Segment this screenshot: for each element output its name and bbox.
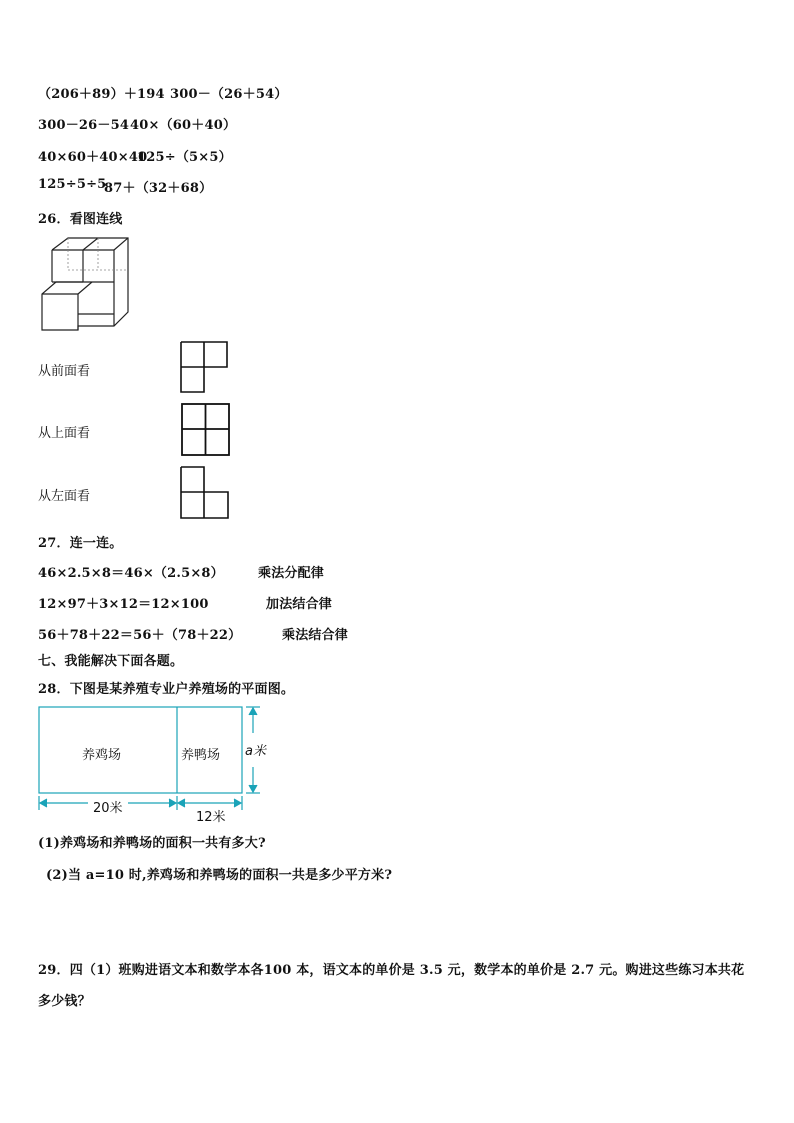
q27-right-2: 加法结合律	[266, 597, 333, 612]
q28-title: 28．下图是某养殖专业户养殖场的平面图。	[38, 682, 295, 697]
farm-diagram	[36, 700, 276, 820]
view-label-left: 从左面看	[38, 489, 91, 504]
calc-expr-3a: 40×60＋40×40	[38, 150, 148, 165]
q27-right-3: 乘法结合律	[282, 628, 349, 643]
duck-farm-label: 养鸭场	[181, 748, 221, 763]
q28-sub1: (1)养鸡场和养鸭场的面积一共有多大?	[38, 836, 266, 851]
q29-line2: 多少钱？	[38, 994, 91, 1009]
view-shape-2	[181, 403, 231, 457]
height-label: a米	[245, 744, 266, 759]
view-label-front: 从前面看	[38, 364, 91, 379]
calc-expr-4b: 87＋（32＋68）	[104, 181, 213, 196]
calc-expr-4a: 125÷5÷5	[38, 177, 107, 192]
width-left-label: 20米	[93, 801, 123, 816]
q29-line1: 29．四（1）班购进语文本和数学本各100 本，语文本的单价是 3.5 元，数学本的单价是 2.7 元。购进这些练习本共花	[38, 963, 745, 978]
chicken-farm-label: 养鸡场	[82, 748, 122, 763]
view-shape-1	[180, 341, 230, 393]
section-7-title: 七、我能解决下面各题。	[38, 654, 184, 669]
calc-expr-1a: （206＋89）＋194	[38, 87, 165, 102]
calc-expr-1b: 300－（26＋54）	[170, 87, 288, 102]
q27-right-1: 乘法分配律	[258, 566, 325, 581]
q27-left-1: 46×2.5×8＝46×（2.5×8）	[38, 566, 224, 581]
q27-left-3: 56＋78＋22＝56＋（78＋22）	[38, 628, 242, 643]
calc-expr-2b: 40×（60＋40）	[130, 118, 237, 133]
width-right-label: 12米	[196, 810, 226, 825]
view-shape-3	[180, 466, 230, 520]
q26-title: 26．看图连线	[38, 212, 123, 227]
view-label-top: 从上面看	[38, 426, 91, 441]
calc-expr-3b: 125÷（5×5）	[137, 150, 232, 165]
calc-expr-2a: 300－26－54	[38, 118, 130, 133]
q28-sub2: (2)当 a=10 时,养鸡场和养鸭场的面积一共是多少平方米?	[46, 868, 393, 883]
q27-left-2: 12×97＋3×12＝12×100	[38, 597, 209, 612]
cube-stack-figure	[38, 236, 133, 334]
q27-title: 27．连一连。	[38, 536, 123, 551]
